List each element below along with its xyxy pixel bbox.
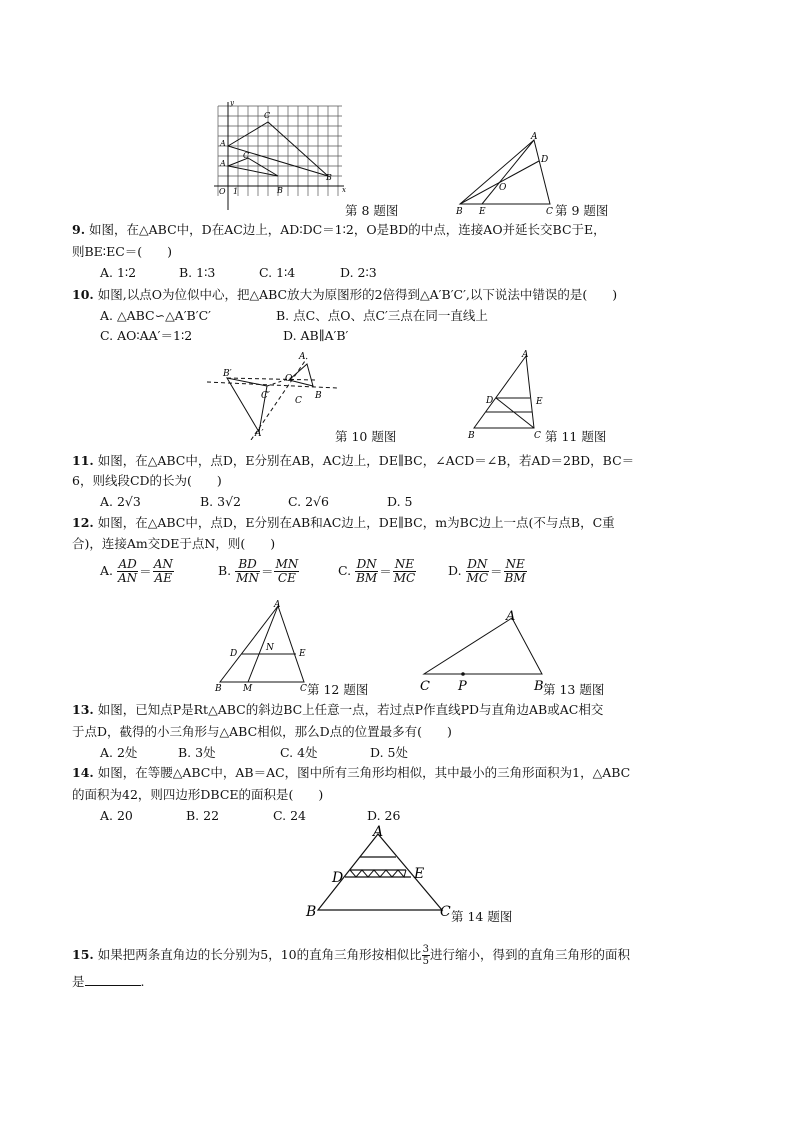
question-11 — [72, 453, 634, 469]
label-E: E — [414, 866, 425, 882]
question-12 — [72, 515, 615, 531]
label-C: C — [295, 396, 302, 406]
question-11-cont: 6，则线段CD的长为( ) — [72, 473, 222, 488]
option-b: B. 1∶3 — [179, 265, 216, 280]
option-a: A. 2√3 — [100, 494, 141, 509]
option-d: D. 5 — [387, 494, 413, 509]
option-c: C. AO∶AA′＝1∶2 — [100, 328, 193, 343]
option-d: D. 5处 — [370, 745, 408, 760]
question-15-cont: 是 . — [72, 974, 145, 989]
label-B: B — [215, 684, 222, 694]
figure-12-triangle — [212, 598, 312, 694]
question-14-cont: 的面积为42，则四边形DBCE的面积是( ) — [72, 787, 324, 802]
question-number: 15. — [72, 947, 94, 962]
question-text: 如图,以点O为位似中心，把△ABC放大为原图形的2倍得到△A′B′C′,以下说法中错误的是( ) — [97, 287, 618, 302]
question-number: 10. — [72, 287, 94, 302]
label-A: A — [373, 824, 384, 840]
label-N: N — [266, 643, 274, 653]
option-c: C. 2√6 — [288, 494, 329, 509]
label-B: B — [468, 431, 475, 441]
label-B-prime: B′ — [223, 369, 232, 379]
option-b: B. 3√2 — [200, 494, 242, 509]
label-E: E — [479, 207, 486, 217]
label-A: A — [531, 132, 538, 142]
question-14 — [72, 765, 630, 781]
option-d: D. AB∥A′B′ — [283, 328, 349, 343]
label-B: B — [326, 173, 332, 182]
label-C-small: C — [243, 151, 250, 160]
label-A: A — [299, 352, 306, 362]
question-text: 如图，在△ABC中，点D，E分别在AB和AC边上，DE∥BC，m为BC边上一点(不与点B，C重 — [97, 515, 615, 530]
question-number: 12. — [72, 515, 94, 530]
label-D: D — [230, 649, 238, 659]
caption-q8: 第 8 题图 — [345, 203, 399, 218]
option-b: B. $\frac{BD}{MN}$ ＝ $\frac{MN}{CE}$ — [218, 557, 299, 585]
label-D: D — [486, 396, 494, 406]
label-C: C — [546, 207, 553, 217]
label-y: y — [230, 100, 234, 107]
question-text: 如图，在等腰△ABC中，AB＝AC，图中所有三角形均相似，其中最小的三角形面积为1，△ABC — [97, 765, 631, 780]
ratio-fraction: $\frac{3}{5}$ — [422, 944, 429, 967]
option-d: D. $\frac{DN}{MC}$ ＝ $\frac{NE}{BM}$ — [448, 557, 526, 585]
label-C: C — [534, 431, 541, 441]
figure-14-triangle — [302, 822, 462, 922]
question-13 — [72, 702, 603, 718]
option-a: A. △ABC∽△A′B′C′ — [100, 308, 211, 323]
question-12-cont: 合)，连接Am交DE于点N，则( ) — [72, 536, 276, 551]
label-C: C — [264, 111, 271, 120]
figure-9-triangle — [452, 130, 560, 218]
option-d: D. 2∶3 — [340, 265, 377, 280]
question-number: 9. — [72, 222, 86, 237]
label-A-prime: A′ — [255, 429, 264, 439]
label-B-small: B — [277, 186, 283, 195]
label-B: B — [315, 391, 322, 401]
label-C: C — [300, 684, 307, 694]
question-text: 如果把两条直角边的长分别为5，10的直角三角形按相似比 — [97, 947, 422, 962]
option-a: A. 2处 — [100, 745, 138, 760]
label-B: B — [534, 679, 544, 694]
caption-q14: 第 14 题图 — [451, 909, 513, 924]
option-c: C. $\frac{DN}{BM}$ ＝ $\frac{NE}{MC}$ — [338, 557, 416, 585]
option-d: D. 26 — [367, 808, 401, 823]
question-10 — [72, 287, 617, 303]
figure-13-right-triangle — [416, 604, 548, 694]
question-number: 13. — [72, 702, 94, 717]
option-a: A. 1∶2 — [100, 265, 137, 280]
question-text: 如图，在△ABC中，D在AC边上，AD∶DC＝1∶2，O是BD的中点，连接AO并延长交BC于E， — [89, 222, 606, 237]
answer-blank[interactable] — [85, 973, 141, 986]
label-B: B — [456, 207, 463, 217]
label-D: D — [541, 155, 549, 165]
question-9-cont: 则BE∶EC＝( ) — [72, 244, 173, 259]
caption-q10: 第 10 题图 — [335, 429, 397, 444]
caption-q11: 第 11 题图 — [545, 429, 607, 444]
option-c: C. 1∶4 — [259, 265, 296, 280]
label-P: P — [458, 679, 467, 694]
option-b: B. 点C、点O、点C′三点在同一直线上 — [276, 308, 488, 323]
question-text: 如图，已知点P是Rt△ABC的斜边BC上任意一点，若过点P作直线PD与直角边AB或AC相交 — [97, 702, 604, 717]
label-D: D — [332, 870, 344, 886]
question-text: 如图，在△ABC中，点D，E分别在AB，AC边上，DE∥BC，∠ACD＝∠B，若AD＝2BD，BC＝ — [97, 453, 635, 468]
label-A: A — [522, 350, 529, 360]
question-text-cont: 进行缩小，得到的直角三角形的面积 — [429, 947, 630, 962]
figure-11-triangle — [464, 348, 546, 442]
figure-8-grid — [212, 100, 348, 212]
question-number: 14. — [72, 765, 94, 780]
question-9 — [72, 222, 606, 238]
option-a: A. $\frac{AD}{AN}$ ＝ $\frac{AN}{AE}$ — [100, 557, 173, 585]
label-A: A — [274, 600, 281, 610]
label-C: C — [420, 679, 430, 694]
label-E: E — [536, 397, 543, 407]
question-15 — [72, 944, 630, 967]
label-O: O — [285, 374, 293, 384]
label-A-small: A — [220, 159, 226, 168]
label-A: A — [506, 609, 516, 624]
option-a: A. 20 — [100, 808, 133, 823]
option-b: B. 3处 — [178, 745, 216, 760]
caption-q9: 第 9 题图 — [555, 203, 609, 218]
label-A: A — [220, 139, 226, 148]
figure-10-homothety — [205, 348, 345, 440]
caption-q12: 第 12 题图 — [307, 682, 369, 697]
caption-q13: 第 13 题图 — [543, 682, 605, 697]
label-O: O — [219, 187, 226, 196]
label-M: M — [243, 684, 253, 694]
label-x: x — [342, 186, 346, 194]
option-c: C. 24 — [273, 808, 306, 823]
label-E: E — [299, 649, 306, 659]
option-b: B. 22 — [186, 808, 220, 823]
label-O: O — [499, 183, 507, 193]
question-13-cont: 于点D，截得的小三角形与△ABC相似，那么D点的位置最多有( ) — [72, 724, 452, 739]
label-one: 1 — [233, 187, 239, 196]
label-C: C — [440, 904, 451, 920]
question-number: 11. — [72, 453, 94, 468]
label-C-prime: C′ — [261, 391, 270, 401]
label-B: B — [306, 904, 317, 920]
option-c: C. 4处 — [280, 745, 318, 760]
